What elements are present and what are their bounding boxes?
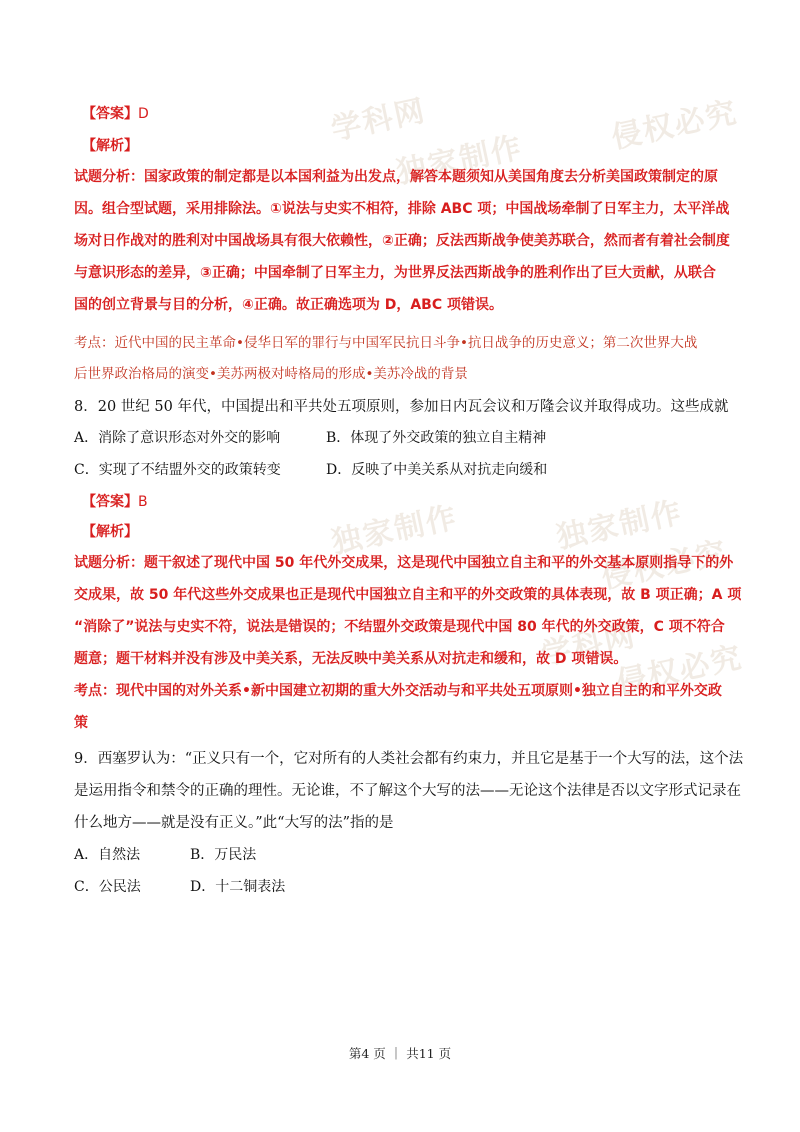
q9-option-d: D．十二铜表法: [190, 879, 286, 895]
q8-answer: [82, 492, 148, 512]
answer-value: D: [138, 106, 149, 122]
q7-analysis-line: 场对日作战对的胜利对中国战场具有很大依赖性，②正确；反法西斯战争使美苏联合，然而者有着社会制度: [74, 233, 730, 249]
q8-analysis-line: 试题分析：题干叙述了现代中国 50 年代外交成果，这是现代中国独立自主和平的外交基本原则指导下的外: [74, 555, 734, 571]
watermark: 独家制作: [328, 499, 461, 561]
q7-answer: [82, 104, 149, 124]
q8-kaodian-line: 策: [74, 715, 88, 731]
q8-stem: 8．20 世纪 50 年代，中国提出和平共处五项原则，参加日内瓦会议和万隆会议并取得成功。这些成就: [74, 399, 729, 415]
page-footer: 第4 页 ｜ 共11 页: [348, 1046, 452, 1061]
q9-option-c: C．公民法: [74, 879, 141, 895]
q8-analysis-line: “消除了”说法与史实不符，说法是错误的；不结盟外交政策是现代中国 80 年代的外交政策，C 项不符合: [74, 619, 725, 635]
q8-option-b: B．体现了外交政策的独立自主精神: [326, 430, 547, 446]
q8-analysis-line: 题意；题干材料并没有涉及中美关系，无法反映中美关系从对抗走和缓和，故 D 项错误。: [74, 651, 628, 667]
q8-kaodian-line: 考点：现代中国的对外关系•新中国建立初期的重大外交活动与和平共处五项原则•独立自主的和平外交政: [74, 683, 722, 699]
q7-analysis-line: 国的创立背景与目的分析，④正确。故正确选项为 D，ABC 项错误。: [74, 297, 504, 313]
watermark: 侵权必究: [613, 639, 746, 701]
q9-stem-line: 什么地方——就是没有正义。”此“大写的法”指的是: [74, 815, 394, 831]
answer-tag: 【答案】: [82, 106, 138, 122]
watermark: 侵权必究: [598, 534, 731, 596]
q8-analysis-tag: [82, 522, 138, 542]
analysis-tag: 【解析】: [82, 524, 138, 540]
watermark: 侵权必究: [608, 94, 741, 156]
q9-stem-line: 9．西塞罗认为：“正义只有一个，它对所有的人类社会都有约束力，并且它是基于一个大写的法，这个法: [74, 751, 744, 767]
q9-option-a: A．自然法: [74, 847, 141, 863]
watermark: 学科网: [328, 93, 430, 148]
q7-analysis-tag: [82, 136, 138, 156]
q7-analysis-line: 与意识形态的差异，③正确；中国牵制了日军主力，为世界反法西斯战争的胜利作出了巨大贡献，从联合: [74, 265, 716, 281]
q8-option-c: C．实现了不结盟外交的政策转变: [74, 462, 281, 478]
watermark: 学科网: [538, 618, 640, 673]
q9-option-b: B．万民法: [190, 847, 257, 863]
watermark: 独家制作: [553, 494, 686, 556]
analysis-tag: 【解析】: [82, 138, 138, 154]
q8-analysis-line: 交成果，故 50 年代这些外交成果也正是现代中国独立自主和平的外交政策的具体表现，故 B 项正确；A 项: [74, 587, 742, 603]
answer-tag: 【答案】: [82, 494, 138, 510]
q8-option-d: D．反映了中美关系从对抗走向缓和: [326, 462, 548, 478]
watermark: 独家制作: [393, 129, 526, 191]
q7-kaodian-line: 考点：近代中国的民主革命•侵华日军的罪行与中国军民抗日斗争•抗日战争的历史意义；第二次世界大战: [74, 335, 698, 351]
q8-option-a: A．消除了意识形态对外交的影响: [74, 430, 281, 446]
answer-value: B: [138, 494, 148, 510]
q7-analysis-line: 试题分析：国家政策的制定都是以本国利益为出发点，解答本题须知从美国角度去分析美国政策制定的原: [74, 169, 718, 185]
q7-kaodian-line: 后世界政治格局的演变•美苏两极对峙格局的形成•美苏冷战的背景: [74, 366, 468, 382]
q7-analysis-line: 因。组合型试题，采用排除法。①说法与史实不相符，排除 ABC 项；中国战场牵制了日军主力，太平洋战: [74, 201, 730, 217]
q9-stem-line: 是运用指令和禁令的正确的理性。无论谁，不了解这个大写的法——无论这个法律是否以文字形式记录在: [74, 783, 741, 799]
